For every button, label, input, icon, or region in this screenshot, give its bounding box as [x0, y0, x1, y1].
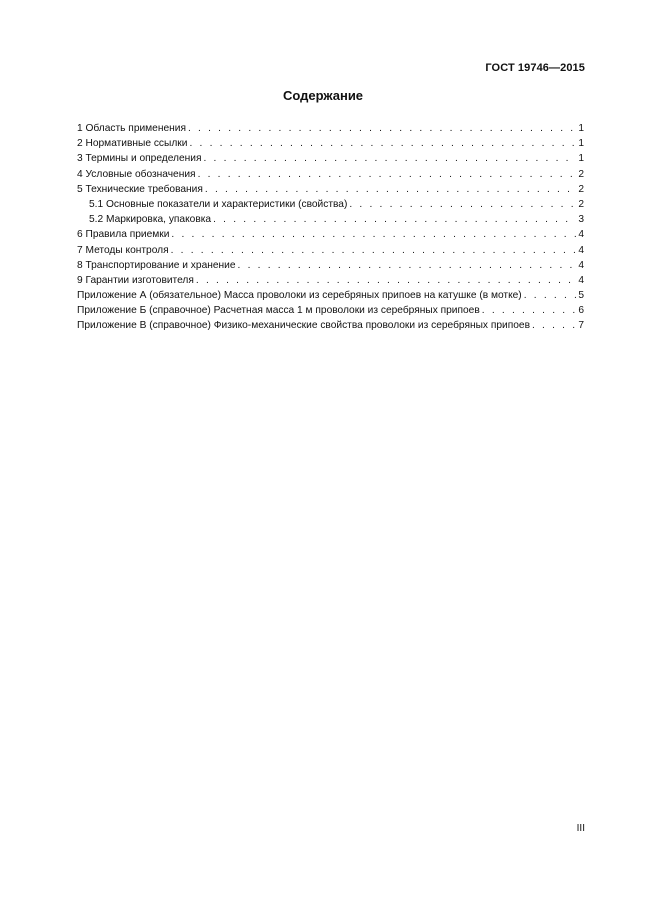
toc-leader-dots	[524, 288, 577, 303]
toc-entry-page: 4	[578, 244, 584, 256]
toc-entry-appendix[interactable]	[77, 288, 584, 303]
toc-entry[interactable]	[77, 121, 584, 136]
page-number: III	[576, 823, 585, 834]
toc-leader-dots	[532, 318, 576, 333]
toc-leader-dots	[203, 151, 576, 166]
toc-leader-dots	[189, 136, 576, 151]
toc-leader-dots	[238, 258, 577, 273]
toc-leader-dots	[188, 121, 576, 136]
toc-entry-text: 2 Нормативные ссылки	[77, 138, 188, 150]
toc-entry[interactable]	[77, 243, 584, 258]
toc-entry-text: 6 Правила приемки	[77, 229, 170, 241]
toc-entry-page: 2	[578, 198, 584, 210]
toc-entry-text: 5 Технические требования	[77, 183, 203, 195]
toc-entry-page: 2	[578, 168, 584, 180]
toc-entry-page: 1	[578, 138, 584, 150]
toc-entry-appendix[interactable]	[77, 303, 584, 318]
toc-entry-page: 1	[578, 123, 584, 134]
toc-entry-page: 4	[578, 229, 584, 241]
toc-entry[interactable]	[77, 182, 584, 197]
toc-entry-text: 5.2 Маркировка, упаковка	[89, 214, 212, 226]
toc-entry-page: 4	[578, 259, 584, 271]
toc-leader-dots	[198, 167, 577, 182]
toc-entry-text: 1 Область применения	[77, 123, 186, 134]
toc-title: Содержание	[282, 88, 364, 103]
toc-entry-page: 5	[578, 290, 584, 302]
toc-entry-page: 2	[578, 183, 584, 195]
toc-leader-dots	[213, 212, 576, 227]
toc-entry-text: 4 Условные обозначения	[77, 168, 196, 180]
toc-entry-text: 8 Транспортирование и хранение	[77, 259, 236, 271]
toc-entry[interactable]	[77, 136, 584, 151]
toc-subentry[interactable]	[77, 212, 584, 227]
toc-entry-text: Приложение Б (справочное) Расчетная масса 1 м проволоки из серебряных припоев	[77, 305, 480, 317]
toc-leader-dots	[205, 182, 576, 197]
standard-number: ГОСТ 19746—2015	[485, 62, 585, 74]
toc-leader-dots	[196, 273, 576, 288]
toc-entry[interactable]	[77, 273, 584, 288]
toc-entry[interactable]	[77, 258, 584, 273]
toc-entry-page: 6	[578, 305, 584, 317]
toc-entry-text: Приложение В (справочное) Физико-механические свойства проволоки из серебряных припоев	[77, 320, 530, 332]
toc-entry-page: 4	[578, 274, 584, 286]
toc-entry[interactable]	[77, 227, 584, 242]
toc-subentry[interactable]	[77, 197, 584, 212]
table-of-contents	[77, 121, 584, 334]
toc-entry-text: 7 Методы контроля	[77, 244, 169, 256]
toc-entry[interactable]	[77, 167, 584, 182]
toc-entry-text: 9 Гарантии изготовителя	[77, 274, 194, 286]
toc-entry-text: Приложение А (обязательное) Масса проволоки из серебряных припоев на катушке (в мотке)	[77, 290, 522, 302]
toc-entry-appendix[interactable]	[77, 318, 584, 333]
toc-leader-dots	[482, 303, 577, 318]
toc-entry-text: 5.1 Основные показатели и характеристики (свойства)	[89, 198, 348, 210]
toc-leader-dots	[171, 227, 576, 242]
toc-entry[interactable]	[77, 151, 584, 166]
toc-leader-dots	[171, 243, 577, 258]
toc-entry-text: 3 Термины и определения	[77, 153, 202, 165]
toc-entry-page: 7	[578, 320, 584, 332]
toc-entry-page: 1	[578, 153, 584, 165]
toc-entry-page: 3	[578, 214, 584, 226]
toc-leader-dots	[349, 197, 576, 212]
